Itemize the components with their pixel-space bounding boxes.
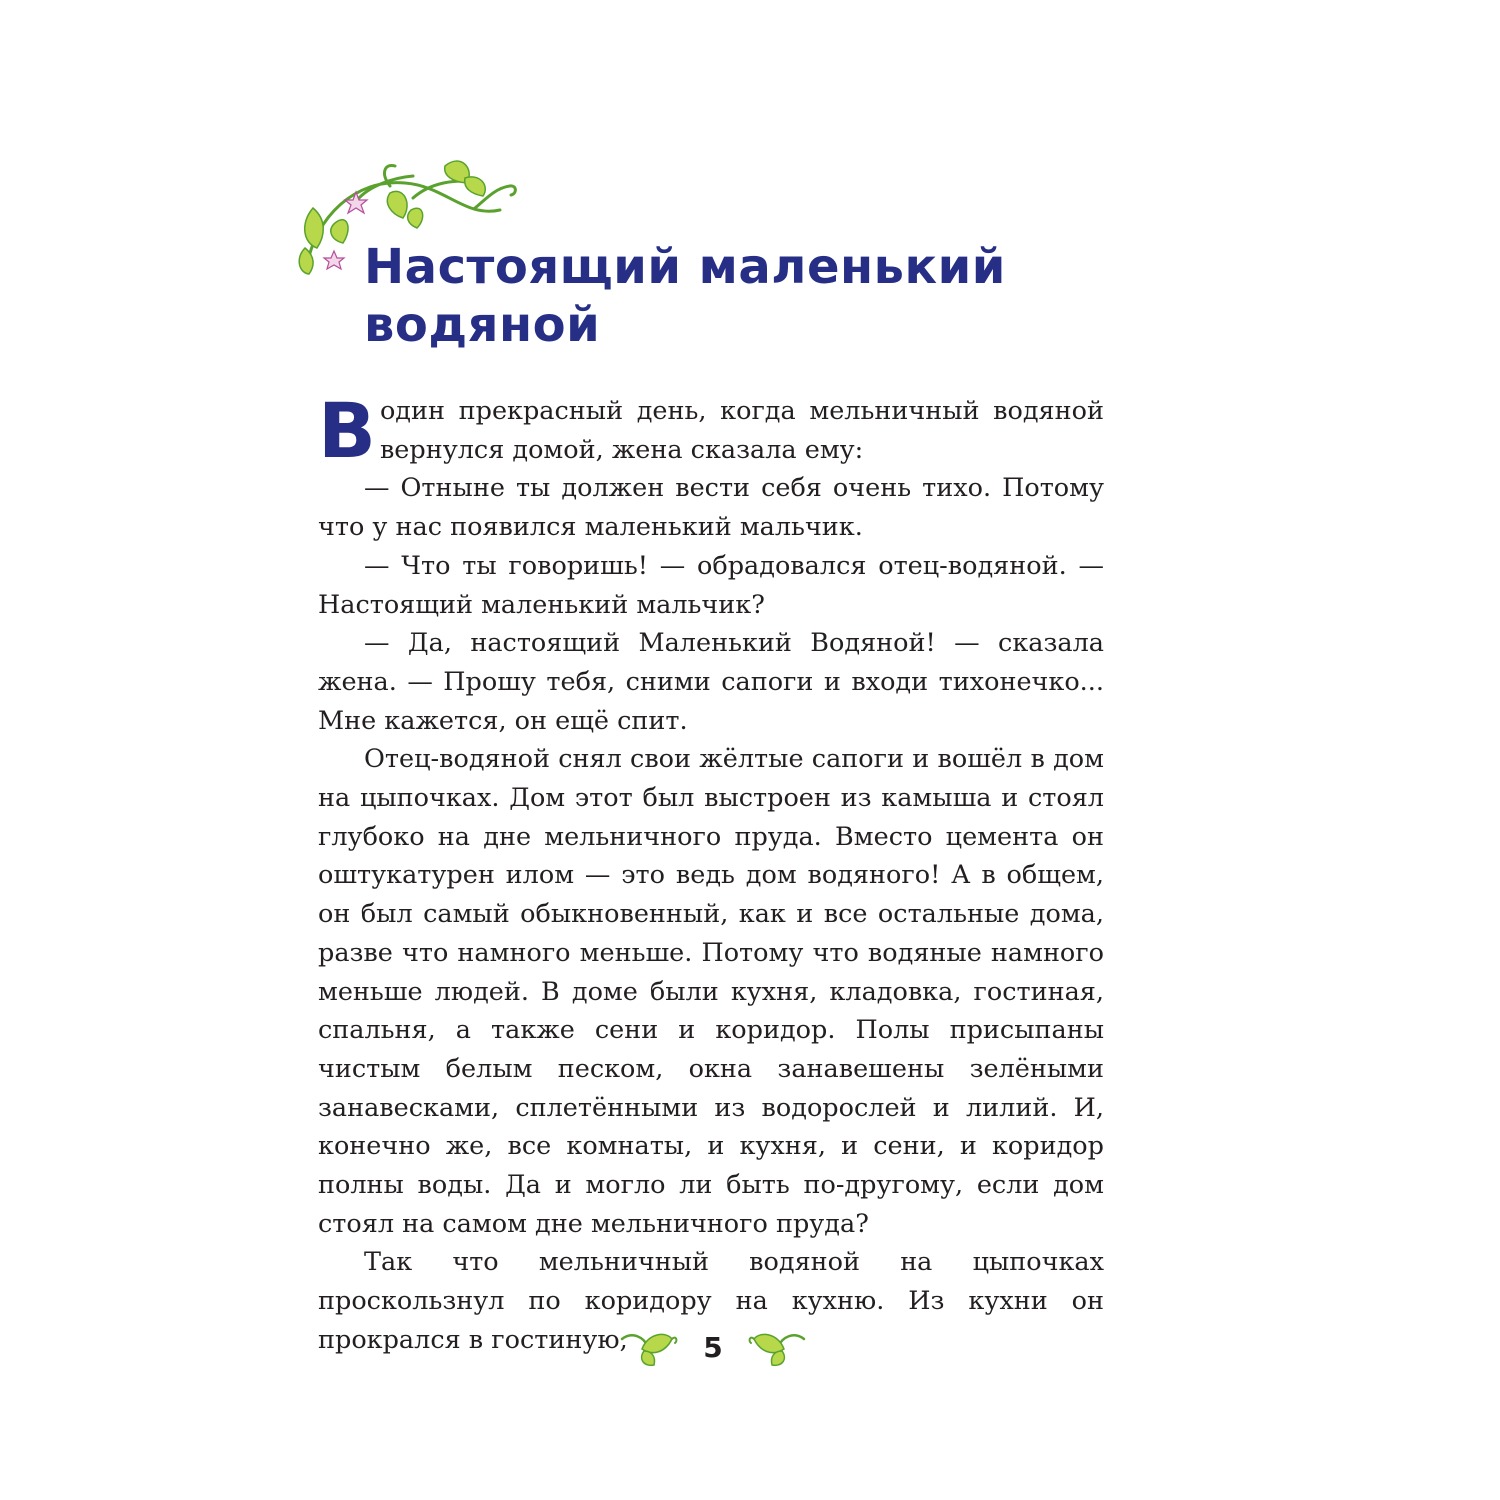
drop-cap: В xyxy=(318,386,376,475)
paragraph: — Что ты говоришь! — обрадовался отец-водяной. — Настоящий маленький мальчик? xyxy=(318,550,1104,620)
page-number: 5 xyxy=(703,1330,723,1364)
page-footer xyxy=(618,1322,808,1372)
paragraph: — Да, настоящий Маленький Водяной! — сказала жена. — Прошу тебя, сними сапоги и входи тихонечко... Мне кажется, он ещё спит. xyxy=(318,628,1104,736)
paragraph xyxy=(318,386,1104,475)
leaf-ornament-icon xyxy=(746,1325,808,1369)
leaf-ornament-icon xyxy=(618,1325,680,1369)
chapter-title: Настоящий маленький водяной xyxy=(364,239,1006,353)
paragraph: Отец-водяной снял свои жёлтые сапоги и вошёл в дом на цыпочках. Дом этот был выстроен из камыша и стоял глубоко на дне мельничного пруда. Вместо цемента он оштукатурен илом — это ведь дом водяного! А в общем, он был самый обыкновенный, как и все остальные дома, разве что намного меньше. Потому что водяные намного меньше людей. В доме были кухня, кладовка, гостиная, спальня, а также сени и коридор. Полы присыпаны чистым белым песком, окна занавешены зелёными занавесками, сплетёнными из водорослей и лилий. И, конечно же, все комнаты, и кухня, и сени, и коридор полны воды. Да и могло ли быть по-другому, если дом стоял на самом дне мельничного пруда? xyxy=(318,744,1104,1239)
paragraph-text: один прекрасный день, когда мельничный водяной вернулся домой, жена сказала ему: xyxy=(379,396,1104,465)
paragraph: — Отныне ты должен вести себя очень тихо. Потому что у нас появился маленький мальчик. xyxy=(318,473,1104,543)
paragraph: Так что мельничный водяной на цыпочках проскользнул по коридору на кухню. Из кухни он прокрался в гостиную, xyxy=(318,1247,1104,1355)
body-text xyxy=(318,386,1104,1360)
